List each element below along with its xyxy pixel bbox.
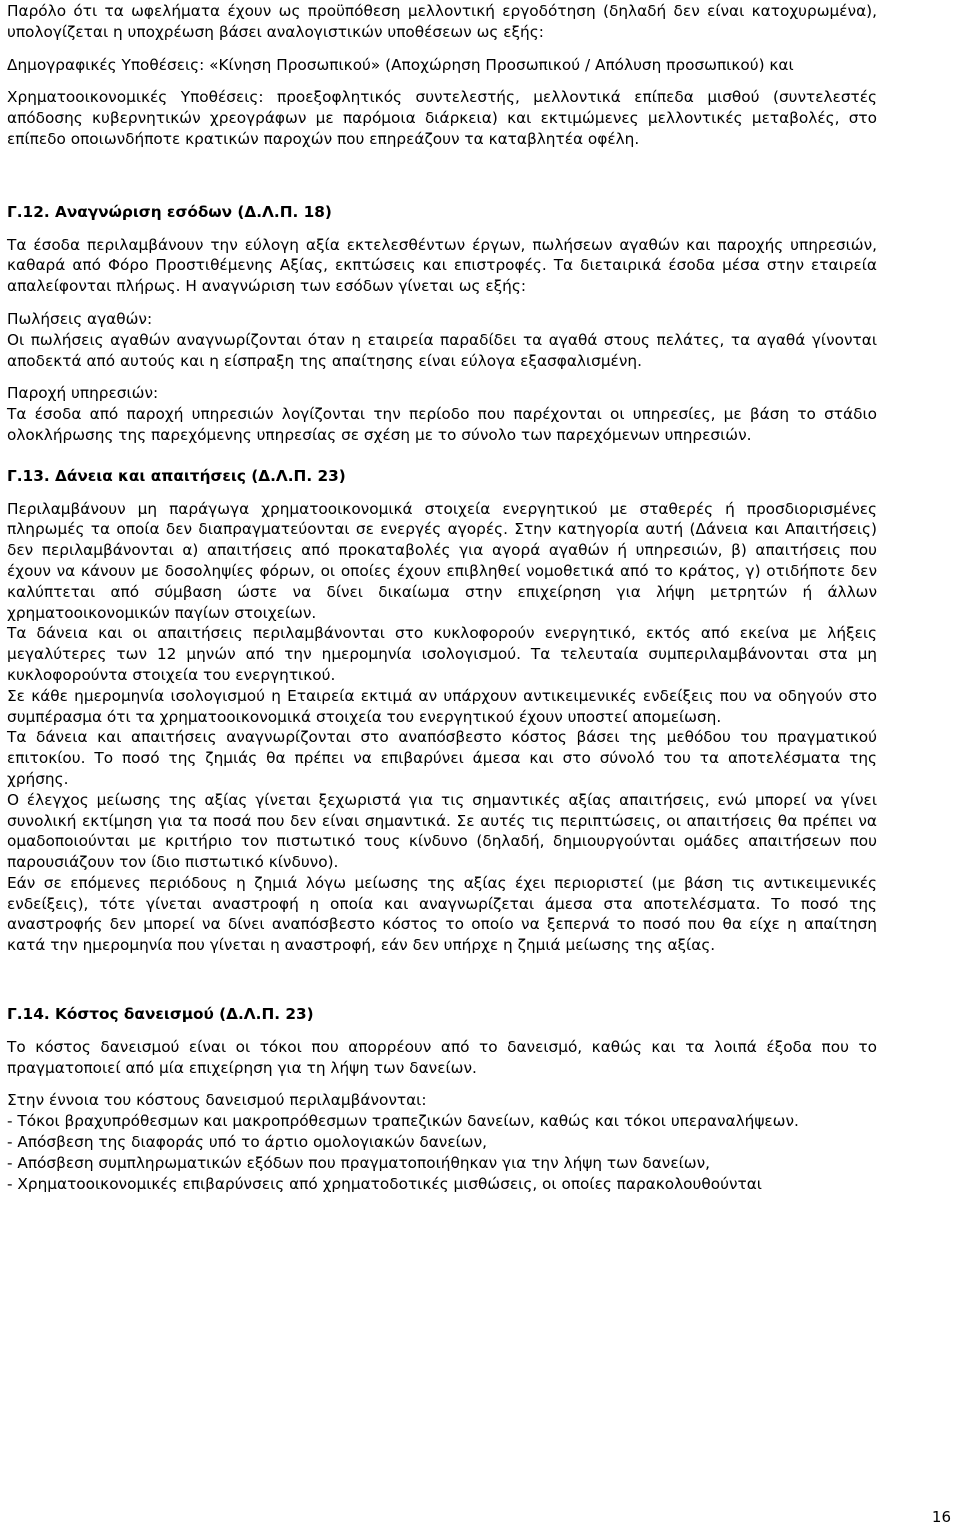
section-paragraph: Εάν σε επόμενες περιόδους η ζημιά λόγω μείωσης της αξίας έχει περιοριστεί (με βάση τις αντικειμενικές ενδείξεις), τότε γίνεται αναστροφή η οποία και αναγνωρίζεται άμεσα στα αποτελέσματα. Το ποσό της αναστροφής δεν μπορεί να δίνει αναπόσβεστο κόστος το οποίο να ξεπερνά το ποσό που θα είχε η απαίτηση κατά την ημερομηνία που γίνεται η αναστροφή, εάν δεν υπήρχε η ζημιά μείωσης της αξίας. bbox=[7, 873, 877, 955]
section-paragraph: Τα έσοδα από παροχή υπηρεσιών λογίζονται την περίοδο που παρέχονται οι υπηρεσίες, με βάση το στάδιο ολοκλήρωσης της παρεχόμενης υπηρεσίας σε σχέση με το σύνολο των παρεχόμενων υπηρεσιών. bbox=[7, 405, 877, 444]
section-paragraph: Τα έσοδα περιλαμβάνουν την εύλογη αξία εκτελεσθέντων έργων, πωλήσεων αγαθών και παροχής υπηρεσιών, καθαρά από Φόρο Προστιθέμενης Αξίας, εκπτώσεις και επιστροφές. Τα διεταιρικά έσοδα μέσα στην εταιρεία απαλείφονται πλήρως. Η αναγνώριση των εσόδων γίνεται ως εξής: bbox=[7, 235, 877, 296]
intro-paragraph: Δημογραφικές Υποθέσεις: «Κίνηση Προσωπικού» (Αποχώρηση Προσωπικού / Απόλυση προσωπικού) και bbox=[7, 55, 794, 74]
section-paragraph: Σε κάθε ημερομηνία ισολογισμού η Εταιρεία εκτιμά αν υπάρχουν αντικειμενικές ενδείξεις που να οδηγούν στο συμπέρασμα ότι τα χρηματοοικονομικά στοιχεία του ενεργητικού έχουν υποστεί απομείωση. bbox=[7, 686, 877, 726]
intro-paragraph: Χρηματοοικονομικές Υποθέσεις: προεξοφλητικός συντελεστής, μελλοντικά επίπεδα μισθού (συντελεστές απόδοσης κυβερνητικών χρεογράφων με παρόμοια διάρκεια) και εκτιμώμενες μελλοντικές μεταβολές, στο επίπεδο οποιωνδήποτε κρατικών παροχών που επηρεάζουν τα καταβλητέα οφέλη. bbox=[7, 88, 877, 148]
section-heading-g14: Γ.14. Κόστος δανεισμού (Δ.Λ.Π. 23) bbox=[7, 1005, 314, 1024]
list-item: - Τόκοι βραχυπρόθεσμων και μακροπρόθεσμων τραπεζικών δανείων, καθώς και τόκοι υπεραναλήψεων. bbox=[7, 1112, 799, 1131]
section-paragraph: Περιλαμβάνουν μη παράγωγα χρηματοοικονομικά στοιχεία ενεργητικού με σταθερές ή προσδιορισμένες πληρωμές τα οποία δεν διαπραγματεύονται σε ενεργές αγορές. Στην κατηγορία αυτή (Δάνεια και Απαιτήσεις) δεν περιλαμβάνονται α) απαιτήσεις από προκαταβολές για αγορά αγαθών ή υπηρεσιών, β) απαιτήσεις που έχουν να κάνουν με δοσοληψίες φόρων, οι οποίες έχουν επιβληθεί νομοθετικά από το κράτος, γ) οτιδήποτε δεν καλύπτεται από σύμβαση ώστε να δίνει δικαίωμα στην επιχείρηση για λήψη μετρητών ή άλλων χρηματοοικονομικών παγίων στοιχείων. bbox=[7, 499, 877, 622]
section-heading-g13: Γ.13. Δάνεια και απαιτήσεις (Δ.Λ.Π. 23) bbox=[7, 466, 346, 485]
section-paragraph: Τα δάνεια και οι απαιτήσεις περιλαμβάνονται στο κυκλοφορούν ενεργητικό, εκτός από εκείνα με λήξεις μεγαλύτερες των 12 μηνών από την ημερομηνία ισολογισμού. Τα τελευταία συμπεριλαμβάνονται στα μη κυκλοφορούντα στοιχεία του ενεργητικού. bbox=[7, 624, 877, 684]
document-page bbox=[7, 1, 877, 1194]
subheading-services: Παροχή υπηρεσιών: bbox=[7, 384, 159, 403]
list-item: - Χρηματοοικονομικές επιβαρύνσεις από χρηματοδοτικές μισθώσεις, οι οποίες παρακολουθούνται bbox=[7, 1174, 762, 1193]
page-number: 16 bbox=[931, 1508, 951, 1526]
intro-paragraph: Παρόλο ότι τα ωφελήματα έχουν ως προϋπόθεση μελλοντική εργοδότηση (δηλαδή δεν είναι κατοχυρωμένα), υπολογίζεται η υποχρέωση βάσει αναλογιστικών υποθέσεων ως εξής: bbox=[7, 2, 877, 41]
section-heading-g12: Γ.12. Αναγνώριση εσόδων (Δ.Λ.Π. 18) bbox=[7, 202, 332, 221]
list-item: - Απόσβεση της διαφοράς υπό το άρτιο ομολογιακών δανείων, bbox=[7, 1133, 488, 1152]
section-paragraph: Το κόστος δανεισμού είναι οι τόκοι που απορρέουν από το δανεισμό, καθώς και τα λοιπά έξοδα που το πραγματοποιεί από μία επιχείρηση για τη λήψη των δανείων. bbox=[7, 1037, 877, 1077]
list-item: - Απόσβεση συμπληρωματικών εξόδων που πραγματοποιήθηκαν για την λήψη των δανείων, bbox=[7, 1153, 710, 1172]
section-paragraph: Ο έλεγχος μείωσης της αξίας γίνεται ξεχωριστά για τις σημαντικές αξίας απαιτήσεις, ενώ μπορεί να γίνει συνολική εκτίμηση για τα ποσά που δεν είναι σημαντικά. Σε αυτές τις περιπτώσεις, οι απαιτήσεις θα πρέπει να ομαδοποιούνται με κριτήριο τον πιστωτικό τους κίνδυνο (δηλαδή, δημιουργούνται ομάδες απαιτήσεων που παρουσιάζουν τον ίδιο πιστωτικό κίνδυνο). bbox=[7, 790, 877, 872]
borrowing-cost-list bbox=[7, 1111, 877, 1194]
list-intro: Στην έννοια του κόστους δανεισμού περιλαμβάνονται: bbox=[7, 1091, 427, 1110]
section-paragraph: Τα δάνεια και απαιτήσεις αναγνωρίζονται στο αναπόσβεστο κόστος βάσει της μεθόδου του πραγματικού επιτοκίου. Το ποσό της ζημιάς θα πρέπει να επιβαρύνει άμεσα και στο σύνολό του τα αποτελέσματα της χρήσης. bbox=[7, 728, 877, 788]
section-paragraph: Οι πωλήσεις αγαθών αναγνωρίζονται όταν η εταιρεία παραδίδει τα αγαθά στους πελάτες, τα αγαθά γίνονται αποδεκτά από αυτούς και η είσπραξη της απαίτησης είναι εύλογα εξασφαλισμένη. bbox=[7, 330, 877, 370]
subheading-goods: Πωλήσεις αγαθών: bbox=[7, 309, 153, 328]
